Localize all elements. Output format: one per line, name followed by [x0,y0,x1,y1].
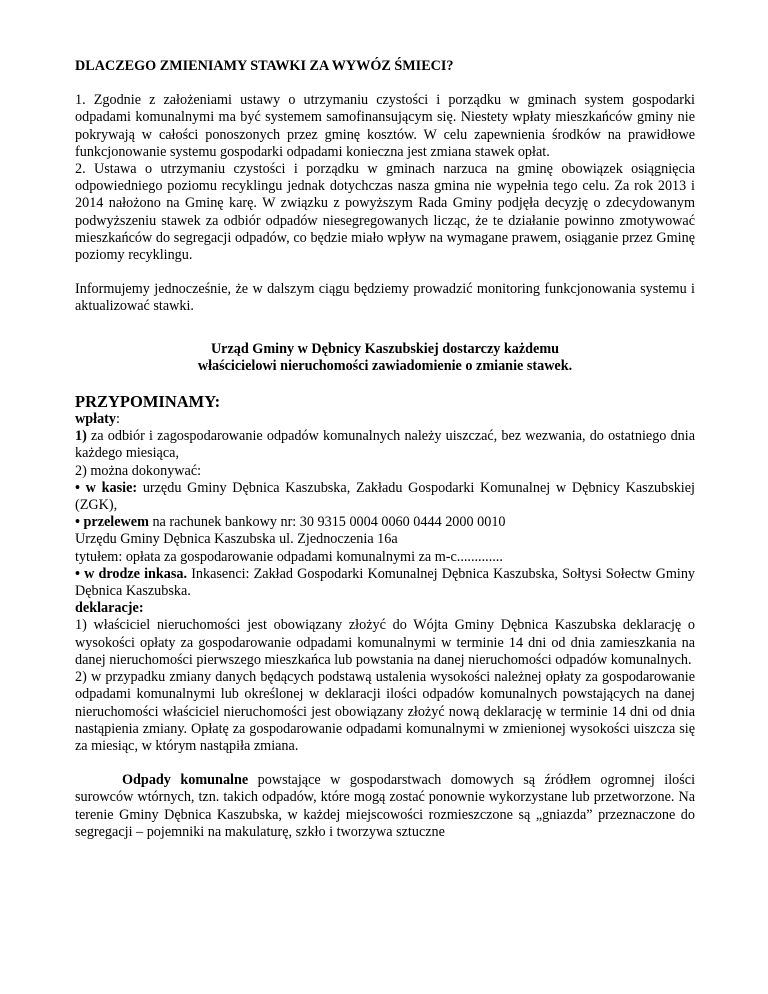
transfer-title: tytułem: opłata za gospodarowanie odpadami komunalnymi za m-c............. [75,548,503,565]
payment-cash-text: urzędu Gminy Dębnica Kaszubska, Zakładu Gospodarki Komunalnej w Dębnicy Kaszubskiej (ZGK), [75,479,695,514]
payment-item-1-number: 1) [75,428,87,445]
page-title: DLACZEGO ZMIENIAMY STAWKI ZA WYWÓZ ŚMIECI? [75,58,454,74]
payment-transfer-label: • przelewem [75,514,149,531]
payment-cash-label: • w kasie: [75,479,138,496]
notice-line-2: właścicielowi nieruchomości zawiadomienie o zmianie stawek. [197,357,573,374]
payment-collection [75,566,695,600]
intro-paragraph-1: 1. Zgodnie z założeniami ustawy o utrzymaniu czystości i porządku w gminach system gospodarki odpadami komunalnymi ma być systemem samofinansującym się. Niestety wpłaty mieszkańców gminy nie pokrywają w całości ponoszonych przez gminę kosztów. W celu zapewnienia środków na prawidłowe funkcjonowanie systemu gospodarki odpadami konieczna jest zmiana stawek opłat. [75,92,695,160]
payments-label: wpłaty [75,411,116,428]
reminder-heading: PRZYPOMINAMY: [75,392,221,412]
payment-item-2: 2) można dokonywać: [75,462,202,479]
office-address: Urzędu Gminy Dębnica Kaszubska ul. Zjednoczenia 16a [75,531,398,548]
waste-text: powstające w gospodarstwach domowych są źródłem ogromnej ilości surowców wtórnych, tzn. takich odpadów, które mogą zostać ponownie wykorzystane lub przetworzone. Na terenie Gminy Dębnica Kaszubska, w każdej miejscowości rozmieszczone są „gniazda” przeznaczone do segregacji – pojemniki na makulaturę, szkło i tworzywa sztuczne [75,772,696,840]
document-page [75,58,695,841]
notice-block [75,341,695,375]
notice-line-1: Urząd Gminy w Dębnicy Kaszubskiej dostarczy każdemu [210,340,560,357]
intro-paragraph-3: Informujemy jednocześnie, że w dalszym ciągu będziemy prowadzić monitoring funkcjonowania systemu i aktualizować stawki. [75,281,695,315]
payment-cash [75,480,695,514]
waste-paragraph [75,772,695,841]
waste-label: Odpady komunalne [122,772,249,789]
declaration-2: 2) w przypadku zmiany danych będących podstawą ustalenia wysokości należnej opłaty za gospodarowanie odpadami komunalnymi lub określonej w deklaracji ilości odpadów komunalnych powstających na danej nieruchomości właściciel nieruchomości jest obowiązany złożyć nową deklarację w terminie 14 dni od dnia nastąpienia zmiany. Opłatę za gospodarowanie odpadami komunalnymi w zmienionej wysokości uiszcza się za miesiąc, w którym nastąpiła zmiana. [75,669,695,754]
bank-account: na rachunek bankowy nr: 30 9315 0004 0060 0444 2000 0010 [148,514,506,531]
payment-transfer [75,514,695,531]
payments-heading [75,411,695,428]
intro-paragraph-2: 2. Ustawa o utrzymaniu czystości i porządku w gminach narzuca na gminę obowiązek osiągnięcia odpowiedniego poziomu recyklingu jednak dotychczas nasza gmina nie wypełnia tego celu. Za rok 2013 i 2014 nałożono na Gminę karę. W związku z powyższym Rada Gminy podjęła decyzję o zdecydowanym podwyższeniu stawek za odbiór odpadów niesegregowanych licząc, że te działanie powinno zmotywować mieszkańców do segregacji odpadów, co będzie miało wpływ na wymagane prawem, osiąganie przez Gminę poziomy recyklingu. [75,161,695,264]
declaration-1: 1) właściciel nieruchomości jest obowiązany złożyć do Wójta Gminy Dębnica Kaszubska deklarację o wysokości opłaty za gospodarowanie odpadami komunalnymi w terminie 14 dni od dnia zamieszkania na danej nieruchomości pierwszego mieszkańca lub powstania na danej nieruchomości odpadów komunalnych. [75,617,695,668]
payment-collection-label: • w drodze inkasa. [75,565,188,582]
declarations-heading [75,600,695,617]
payments-colon: : [116,411,120,428]
declarations-label: deklaracje: [75,600,144,617]
payment-collection-text: Inkasenci: Zakład Gospodarki Komunalnej Dębnica Kaszubska, Sołtysi Sołectw Gminy Dębnica Kaszubska. [75,565,696,600]
payment-item-1 [75,428,695,462]
payment-item-1-text: za odbiór i zagospodarowanie odpadów komunalnych należy uiszczać, bez wezwania, do ostatniego dnia każdego miesiąca, [75,428,695,462]
